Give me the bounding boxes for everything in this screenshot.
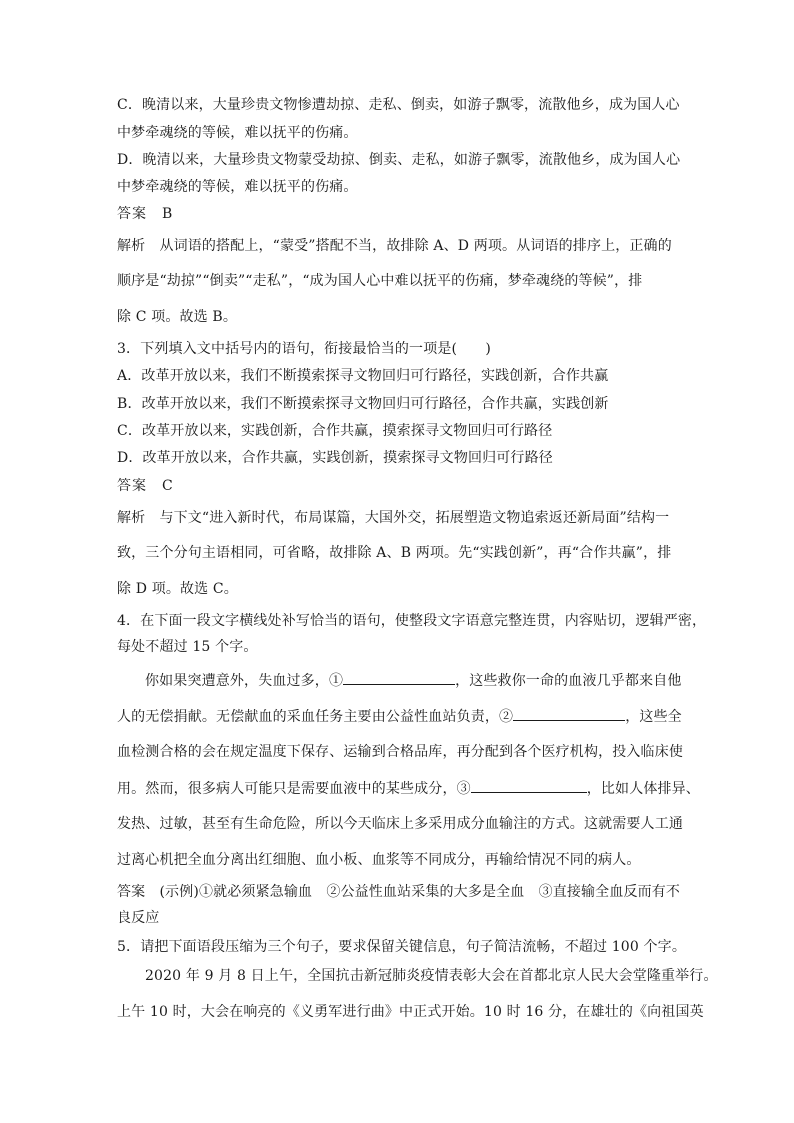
q4-passage-text: ，这些全: [625, 709, 682, 725]
q2-analysis-line-2: 顺序是“劫掠”“倒卖”“走私”，“成为国人心中难以抚平的伤痛，梦牵魂绕的等候”，排: [117, 273, 643, 289]
q3-stem: 3．下列填入文中括号内的语句，衔接最恰当的一项是( ): [117, 341, 492, 357]
q4-stem-line-1: 4．在下面一段文字横线处补写恰当的语句，使整段文字语意完整连贯，内容贴切，逻辑严密，: [117, 613, 707, 629]
q4-passage-text: 你如果突遭意外，失血过多，①: [145, 673, 344, 689]
q5-passage-line-2: 上午 10 时，大会在响亮的《义勇军进行曲》中正式开始。10 时 16 分，在雄壮的《向祖国英: [117, 1004, 704, 1020]
q3-analysis-line-1: 解析 与下文“进入新时代，布局谋篇，大国外交，拓展塑造文物追索返还新局面”结构一: [117, 510, 670, 526]
q4-passage-text: 用。然而，很多病人可能只是需要血液中的某些成分，③: [117, 781, 471, 797]
q4-passage-line-5: 发热、过敏，甚至有生命危险，所以今天临床上多采用成分血输注的方式。这就需要人工通: [117, 816, 683, 832]
q3-analysis-line-3: 除 D 项。故选 C。: [117, 581, 238, 597]
q2-answer: 答案 B: [117, 206, 174, 222]
q4-passage-line-4: [117, 778, 700, 799]
q5-passage-line-1: 2020 年 9 月 8 日上午，全国抗击新冠肺炎疫情表彰大会在首都北京人民大会堂隆重举行。: [145, 968, 718, 984]
q3-answer: 答案 C: [117, 478, 174, 494]
blank-3: [471, 778, 587, 793]
q4-stem-line-2: 每处不超过 15 个字。: [117, 639, 258, 655]
blank-1: [343, 670, 455, 685]
q4-passage-line-1: [145, 670, 682, 691]
q4-answer-line-1: 答案 (示例)①就必须紧急输血 ②公益性血站采集的大多是全血 ③直接输全血反而有不: [117, 884, 681, 900]
q2-option-d-line-2: 中梦牵魂绕的等候，难以抚平的伤痛。: [117, 179, 358, 195]
q4-passage-line-6: 过离心机把全血分离出红细胞、血小板、血浆等不同成分，再输给情况不同的病人。: [117, 852, 641, 868]
q3-analysis-line-2: 致，三个分句主语相同，可省略，故排除 A、B 两项。先“实践创新”，再“合作共赢”，排: [117, 545, 672, 561]
q3-option-b: B．改革开放以来，我们不断摸索探寻文物回归可行路径，合作共赢，实践创新: [117, 396, 609, 412]
q4-passage-text: ，这些救你一命的血液几乎都来自他: [455, 673, 682, 689]
q2-option-c-line-2: 中梦牵魂绕的等候，难以抚平的伤痛。: [117, 125, 358, 141]
q2-option-d-line-1: D．晚清以来，大量珍贵文物蒙受劫掠、倒卖、走私，如游子飘零，流散他乡，成为国人心: [117, 152, 681, 168]
q4-passage-line-2: [117, 706, 682, 727]
blank-2: [513, 706, 625, 721]
q5-stem: 5．请把下面语段压缩为三个句子，要求保留关键信息，句子简洁流畅，不超过 100 个字。: [117, 939, 686, 955]
q3-option-d: D．改革开放以来，合作共赢，实践创新，摸索探寻文物回归可行路径: [117, 450, 553, 466]
q4-passage-line-3: 血检测合格的会在规定温度下保存、运输到合格品库，再分配到各个医疗机构，投入临床使: [117, 744, 683, 760]
q4-passage-text: ，比如人体排异、: [586, 781, 700, 797]
q2-analysis-line-3: 除 C 项。故选 B。: [117, 309, 238, 325]
q2-option-c-line-1: C．晚清以来，大量珍贵文物惨遭劫掠、走私、倒卖，如游子飘零，流散他乡，成为国人心: [117, 97, 680, 113]
q3-option-c: C．改革开放以来，实践创新，合作共赢，摸索探寻文物回归可行路径: [117, 423, 553, 439]
q4-answer-line-2: 良反应: [117, 910, 160, 926]
q3-option-a: A．改革开放以来，我们不断摸索探寻文物回归可行路径，实践创新，合作共赢: [117, 368, 609, 384]
q2-analysis-line-1: 解析 从词语的搭配上，“蒙受”搭配不当，故排除 A、D 两项。从词语的排序上，正确的: [117, 238, 672, 254]
q4-passage-text: 人的无偿捐献。无偿献血的采血任务主要由公益性血站负责，②: [117, 709, 514, 725]
